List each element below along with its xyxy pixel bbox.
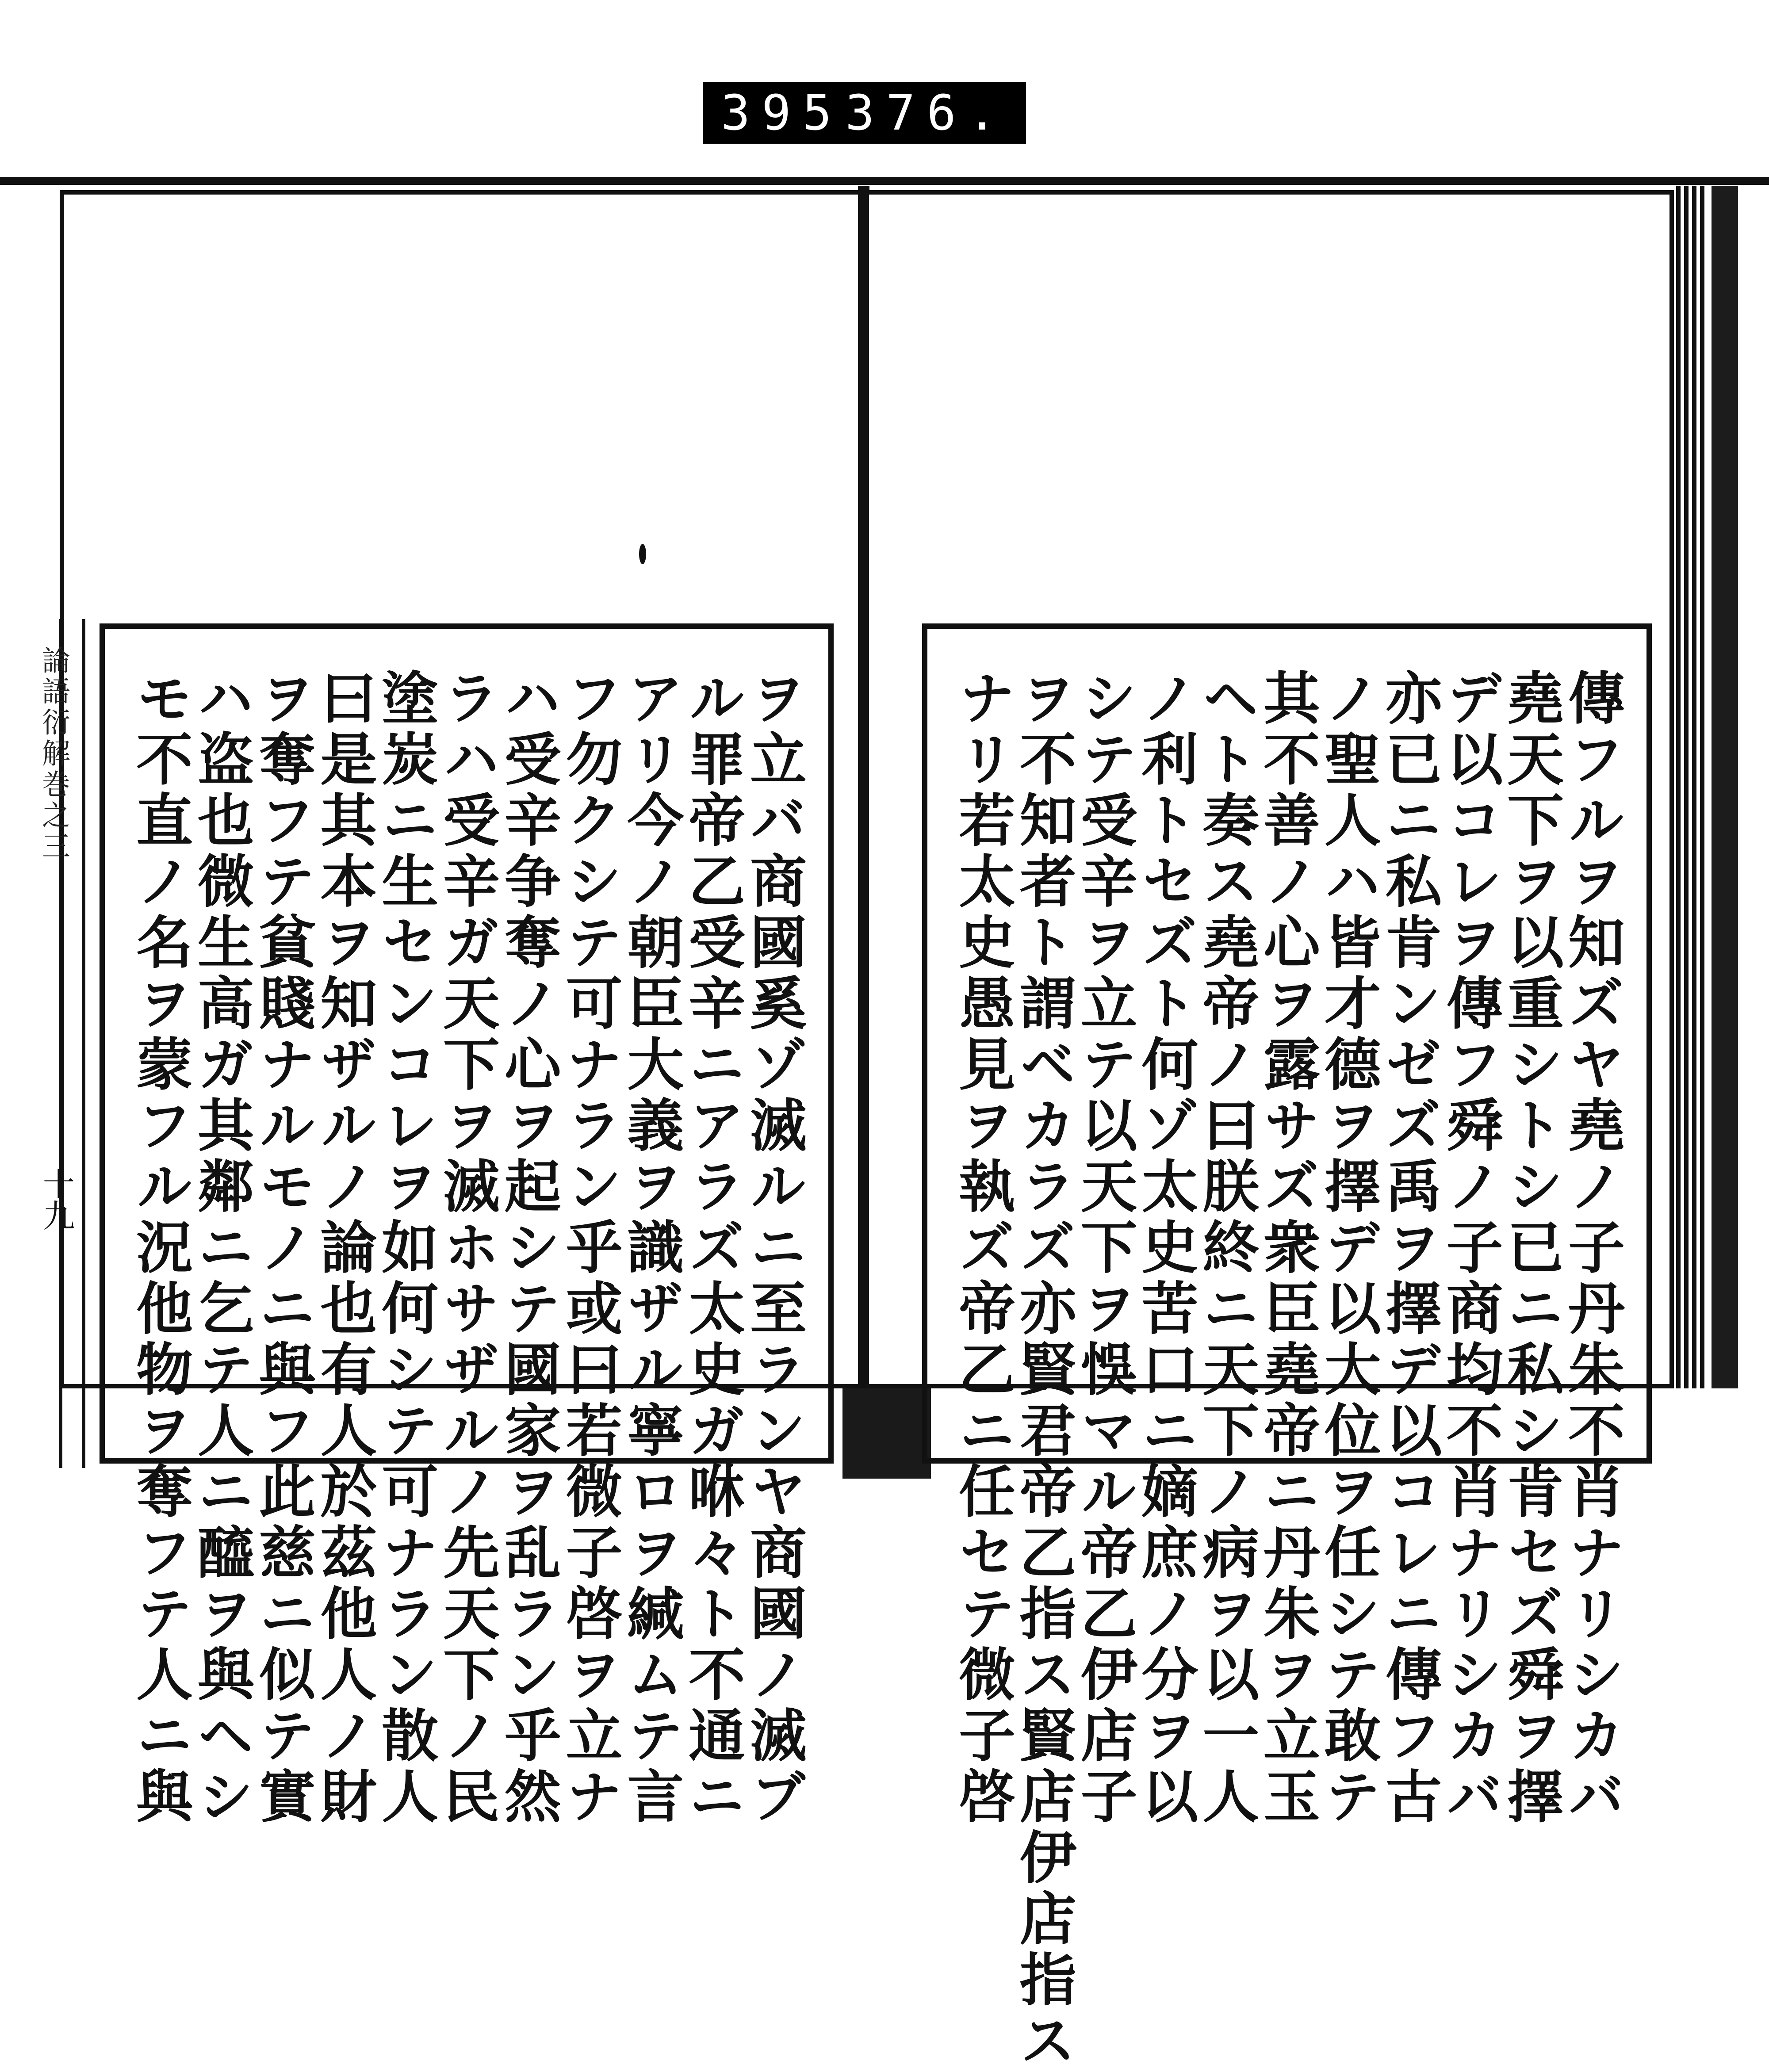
text-column: ヲ立バ商國奚ゾ滅ルニ至ランヤ商國ノ滅ブ <box>740 669 807 1828</box>
text-column: 塗炭ニ生センコレヲ如何シテ可ナラン散人 <box>372 669 439 1828</box>
left-page <box>37 190 869 1828</box>
text-column: シテ受辛ヲ立テ以天下ヲ悞マル帝乙伊店子 <box>1071 669 1137 1828</box>
text-column: ヲ不知者ト謂ベカラズ亦賢君帝乙指ス賢店伊店指ス <box>1010 669 1076 2072</box>
text-column: ヘト奏ス堯帝ノ曰朕終ニ天下ノ病ヲ以一人 <box>1193 669 1260 1828</box>
right-text-frame <box>922 623 1652 2072</box>
text-column: アリ今ノ朝臣大義ヲ識ザル寧ロヲ緘ムテ言 <box>617 669 684 1828</box>
left-text-columns <box>105 629 828 1828</box>
left-text-frame <box>100 623 834 1828</box>
text-column: ヲ奪フテ貧賤ナルモノニ與フ此慈ニ似テ實 <box>249 669 316 1828</box>
text-column: ナリ若太史愚見ヲ執ズ帝乙ニ任セテ微子啓 <box>949 669 1015 1828</box>
text-column: 堯天下ヲ以重シトシ已ニ私シ肯セズ舜ヲ擇 <box>1497 669 1564 1828</box>
text-column: 傳フルヲ知ズヤ堯ノ子丹朱不肖ナリシカバ <box>1558 669 1625 1828</box>
text-column: フ勿クシテ可ナラン乎或曰若微子啓ヲ立ナ <box>556 669 623 1828</box>
text-column: デ以コレヲ傳フ舜ノ子商均不肖ナリシカバ <box>1436 669 1503 1828</box>
text-column: ル罪帝乙受辛ニアラズ太史ガ咻々ト不通ニ <box>679 669 746 1828</box>
text-column: モ不直ノ名ヲ蒙フル況他物ヲ奪フテ人ニ與 <box>126 669 193 1828</box>
binding-clip <box>842 1388 931 1479</box>
leaf-number: 十九 <box>38 1167 75 1231</box>
book-cover-edge <box>1712 186 1738 1388</box>
label-number-left: 395 <box>721 84 843 141</box>
text-column: 曰是其本ヲ知ザルノ論也有人於茲他人ノ財 <box>310 669 377 1828</box>
text-column: ノ利トセズト何ゾ太史苦口ニ嫡庶ノ分ヲ以 <box>1132 669 1198 1828</box>
text-column: 其不善ノ心ヲ露サズ衆臣堯帝ニ丹朱ヲ立玉 <box>1253 669 1320 1828</box>
text-column: ラハ受辛ガ天下ヲ滅ホサザルノ先天下ノ民 <box>433 669 500 1828</box>
page-stack-edge <box>1676 186 1707 1388</box>
text-column: ハ盗也微生高ガ其鄰ニ乞テ人ニ醯ヲ與ヘシ <box>188 669 254 1828</box>
right-text-columns <box>927 629 1646 2072</box>
top-rule <box>0 177 1769 185</box>
text-column: ハ受辛争奪ノ心ヲ起シテ國家ヲ乱ラン乎然 <box>494 669 561 1828</box>
right-page <box>865 190 1674 2072</box>
text-column: ノ聖人ハ皆才德ヲ擇デ以大位ヲ任シテ敢テ <box>1314 669 1381 1828</box>
text-column: 亦已ニ私肯ンゼズ禹ヲ擇デ以コレニ傳フ古 <box>1375 669 1442 1828</box>
ink-smudge <box>639 544 646 564</box>
book-title-margin: 論語衍解巻之三 <box>37 646 70 862</box>
label-number-right: 376. <box>845 84 1008 141</box>
archive-label-plate <box>703 82 1026 144</box>
